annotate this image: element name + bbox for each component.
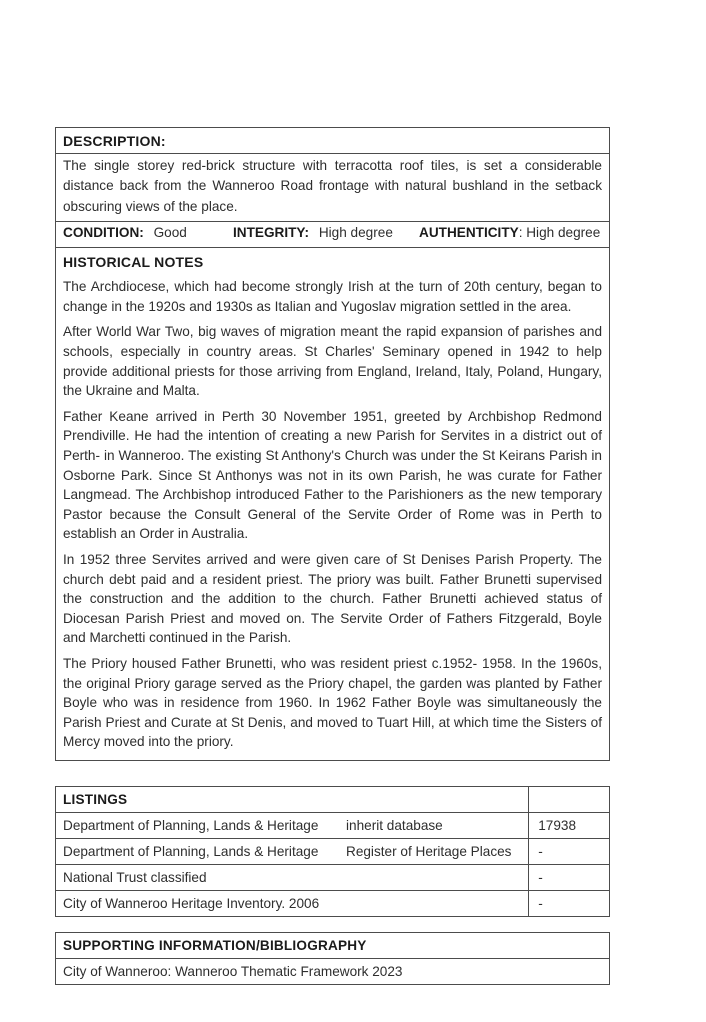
historical-paragraph: After World War Two, big waves of migration meant the rapid expansion of parishes and schools, especially in country areas. St Charles' Seminary opened in 1942 to help provide additional priests for those arriving from England, Ireland, Italy, Poland, Hungary, the Ukraine and Malta. <box>63 324 602 399</box>
historical-paragraph: In 1952 three Servites arrived and were given care of St Denises Parish Property. The church debt paid and a resident priest. The priory was built. Father Brunetti supervised the construction and the addition to the church. Father Brunetti achieved status of Diocesan Parish Priest and moved on. The Servite Order of Fathers Fitzgerald, Boyle and Marchetti continued in the Parish. <box>63 551 602 646</box>
description-body: The single storey red-brick structure with terracotta roof tiles, is set a considerable distance back from the Wanneroo Road frontage with natural bushland in the setback obscuring views of the place. <box>56 153 609 221</box>
heritage-assessment-document <box>55 127 610 985</box>
table-row <box>56 864 609 890</box>
listing-number: - <box>528 839 609 864</box>
condition-field <box>63 225 187 240</box>
table-row <box>56 812 609 838</box>
listing-number: - <box>528 865 609 890</box>
authenticity-field <box>419 225 600 240</box>
condition-value: Good <box>153 225 187 241</box>
table-row <box>56 890 609 916</box>
listings-header-empty-cell <box>528 787 609 812</box>
integrity-label: INTEGRITY: <box>233 225 310 241</box>
listing-number: 17938 <box>528 813 609 838</box>
listing-description-cell <box>56 839 528 864</box>
historical-paragraph: Father Keane arrived in Perth 30 November 1951, greeted by Archbishop Redmond Prendiville. He had the intention of creating a new Parish for Servites in a district out of Perth- in Wanneroo. The existing St Anthony's Church was under the St Keirans Parish in Osborne Park. Since St Anthonys was not in its own Parish, he was curate for Father Langmead. The Archbishop introduced Father to the Parishioners as the new temporary Pastor because the Consult General of the Servite Order of Rome was in Perth to establish an Order in Australia. <box>63 408 602 542</box>
listing-organisation: Department of Planning, Lands & Heritage <box>63 843 319 859</box>
listing-organisation: National Trust classified <box>63 869 207 885</box>
listing-number: - <box>528 891 609 916</box>
historical-notes-section <box>56 247 609 760</box>
integrity-value: High degree <box>318 225 393 241</box>
historical-paragraph: The Archdiocese, which had become strongly Irish at the turn of 20th century, began to change in the 1920s and 1930s as Italian and Yugoslav migration settled in the area. <box>63 279 602 314</box>
listing-organisation: Department of Planning, Lands & Heritage <box>63 817 319 833</box>
condition-label: CONDITION: <box>63 225 144 241</box>
listing-description-cell <box>56 865 528 890</box>
table-row <box>56 838 609 864</box>
listing-register: inherit database <box>346 817 443 833</box>
assessment-row <box>56 221 609 247</box>
listing-register: Register of Heritage Places <box>346 843 512 859</box>
listing-description-cell <box>56 813 528 838</box>
description-section <box>55 127 610 761</box>
integrity-field <box>233 225 393 240</box>
listing-organisation: City of Wanneroo Heritage Inventory. 2006 <box>63 895 320 911</box>
authenticity-label: AUTHENTICITY <box>419 225 519 241</box>
listings-header-row <box>56 787 609 812</box>
listing-description-cell <box>56 891 528 916</box>
supporting-section <box>55 932 610 985</box>
historical-notes-heading: HISTORICAL NOTES <box>63 254 204 271</box>
historical-paragraph: The Priory housed Father Brunetti, who was resident priest c.1952- 1958. In the 1960s, the original Priory garage served as the Priory chapel, the garden was planted by Father Boyle who was in residence from 1960. In 1962 Father Boyle was simultaneously the Parish Priest and Curate at St Denis, and moved to Tuart Hill, at which time the Sisters of Mercy moved into the priory. <box>63 655 602 750</box>
supporting-row: City of Wanneroo: Wanneroo Thematic Framework 2023 <box>56 958 609 984</box>
listings-table <box>55 786 610 917</box>
description-heading: DESCRIPTION: <box>63 133 166 149</box>
supporting-heading: SUPPORTING INFORMATION/BIBLIOGRAPHY <box>63 937 367 953</box>
listings-heading: LISTINGS <box>63 791 128 807</box>
authenticity-value: : High degree <box>518 225 601 241</box>
